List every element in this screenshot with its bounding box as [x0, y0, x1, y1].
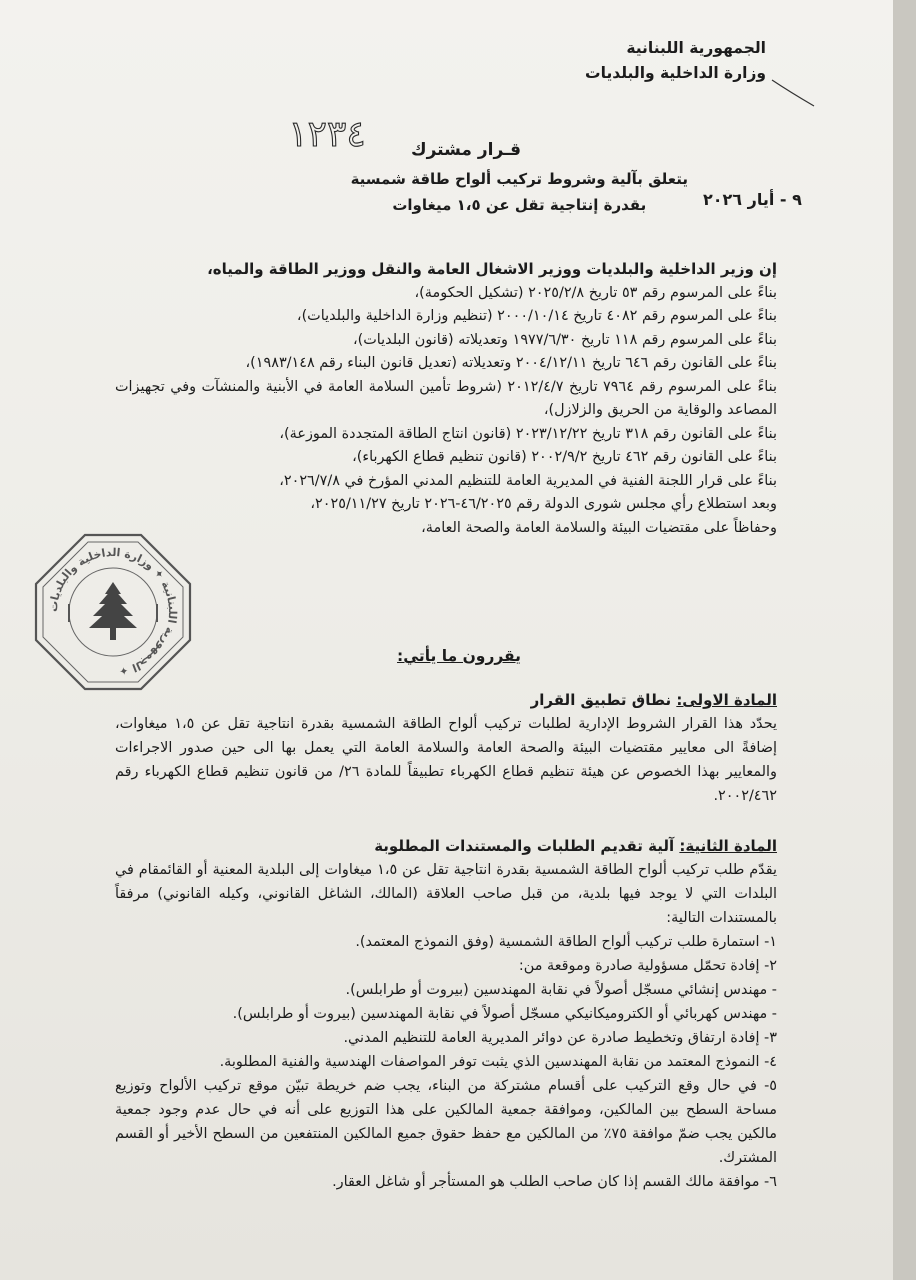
ministry-name: وزارة الداخلية والبلديات	[585, 64, 766, 82]
subject-line: يتعلق بآلية وشروط تركيب ألواح طاقة شمسية	[350, 170, 688, 188]
document-item: ٢- إفادة تحمّل مسؤولية صادرة وموقعة من:	[518, 958, 777, 974]
document-item: ٣- إفادة ارتفاق وتخطيط صادرة عن دوائر المديرية العامة للتنظيم المدني.	[343, 1030, 777, 1046]
preamble-lead: إن وزير الداخلية والبلديات ووزير الاشغال العامة والنقل ووزير الطاقة والمياه،	[207, 260, 777, 278]
cedar-icon	[89, 582, 137, 640]
decision-subject	[351, 166, 688, 218]
preamble-line: بناءً على القانون رقم ٣١٨ تاريخ ٢٠٢٣/١٢/٢٢ (قانون انتاج الطاقة المتجددة الموزعة)،	[279, 425, 777, 442]
article-1-text: يحدّد هذا القرار الشروط الإدارية لطلبات تركيب ألواح الطاقة الشمسية بقدرة انتاجية تقل عن ١،٥ ميغاوات، إضافةً الى معايير مقتضيات البيئة والصحة العامة والسلامة العامة التي يعمل بها الى حين صدور الاجراءات والمعايير بهذا الخصوص عن هيئة تنظيم قطاع الكهرباء تطبيقاً للمادة ٢٦/ من قانون تنظيم قطاع الكهرباء رقم ٢٠٠٢/٤٦٢.	[115, 716, 777, 804]
article-1-title: نطاق تطبيق القرار	[530, 691, 672, 709]
page-edge	[893, 0, 916, 1280]
handwritten-decision-number	[262, 112, 392, 158]
preamble-line: بناءً على القانون رقم ٤٦٢ تاريخ ٢٠٠٢/٩/٢ (قانون تنظيم قطاع الكهرباء)،	[352, 449, 777, 465]
ministry-stamp	[33, 532, 193, 692]
handwritten-number-text: ١٢٣٤	[288, 114, 366, 155]
preamble	[115, 258, 777, 540]
preamble-line: بناءً على المرسوم رقم ١١٨ تاريخ ١٩٧٧/٦/٣٠ وتعديلاته (قانون البلديات)،	[352, 331, 777, 348]
article-2-label: المادة الثانية:	[679, 837, 777, 855]
preamble-line: بناءً على المرسوم رقم ٧٩٦٤ تاريخ ٢٠١٢/٤/٧ (شروط تأمين السلامة العامة في الأبنية والمنشآت وفي تجهيزات المصاعد والوقاية من الحريق والزلازل)،	[115, 378, 777, 418]
article-1-label: المادة الاولى:	[676, 691, 777, 709]
document-item: ١- استمارة طلب تركيب ألواح الطاقة الشمسية (وفق النموذج المعتمد).	[355, 934, 777, 950]
article-2-heading	[115, 834, 777, 858]
decide-heading: يقررون ما يأتي:	[397, 647, 521, 665]
preamble-line: وبعد استطلاع رأي مجلس شورى الدولة رقم ٤٦/٢٠٢٥-٢٠٢٦ تاريخ ٢٠٢٥/١١/٢٧،	[310, 496, 777, 512]
article-1-heading	[115, 688, 777, 712]
article-2	[115, 834, 777, 1194]
pen-stroke-mark	[770, 72, 820, 112]
preamble-line: بناءً على المرسوم رقم ٤٠٨٢ تاريخ ٢٠٠٠/١٠/١٤ (تنظيم وزارة الداخلية والبلديات)،	[296, 308, 777, 324]
stamp-text: الجمهورية اللبنانية ✦ وزارة الداخلية والبلديات ✦	[46, 545, 180, 678]
decision-title: قـرار مشترك	[411, 140, 521, 160]
document-item: ٤- النموذج المعتمد من نقابة المهندسين الذي يثبت توفر المواصفات الهندسية والفنية المطلوبة.	[219, 1054, 777, 1070]
preamble-line: بناءً على القانون رقم ٦٤٦ تاريخ ٢٠٠٤/١٢/١١ وتعديلاته (تعديل قانون البناء رقم ١٩٨٣/١٤٨)،	[245, 355, 777, 371]
preamble-line: بناءً على المرسوم رقم ٥٣ تاريخ ٢٠٢٥/٢/٨ (تشكيل الحكومة)،	[414, 284, 777, 301]
article-2-intro: يقدّم طلب تركيب ألواح الطاقة الشمسية بقدرة انتاجية تقل عن ١،٥ ميغاوات إلى البلدية المعنية أو القائمقام في البلدات التي لا يوجد فيها بلدية، من قبل صاحب العلاقة (المالك، الشاغل القانوني، وكيله القانوني) مرفقاً بالمستندات التالية:	[115, 862, 777, 926]
decision-date: ٩ - أيار ٢٠٢٦	[703, 190, 802, 209]
document-item: ٦- موافقة مالك القسم إذا كان صاحب الطلب هو المستأجر أو شاغل العقار.	[332, 1174, 777, 1190]
letterhead	[585, 36, 766, 86]
document-item: - مهندس إنشائي مسجّل أصولاً في نقابة المهندسين (بيروت أو طرابلس).	[345, 982, 777, 998]
preamble-line: بناءً على قرار اللجنة الفنية في المديرية العامة للتنظيم المدني المؤرخ في ٢٠٢٦/٧/٨،	[279, 472, 777, 489]
country-name: الجمهورية اللبنانية	[626, 39, 766, 57]
subject-line: بقدرة إنتاجية تقل عن ١،٥ ميغاوات	[392, 196, 647, 214]
document-item: ٥- في حال وقع التركيب على أقسام مشتركة من البناء، يجب ضم خريطة تبيّن موقع تركيب الألواح وتوزيع مساحة السطح بين المالكين، وموافقة جمعية المالكين على هذا التوزيع على أنه في حال عدم وجود جمعية مالكين يجب ضمّ موافقة ٧٥٪ من المالكين مع حفظ حقوق جميع المالكين المنتفعين من السطح الأخير أو القسم المشترك.	[115, 1078, 778, 1166]
preamble-line: وحفاظاً على مقتضيات البيئة والسلامة العامة والصحة العامة،	[421, 519, 777, 536]
document-item: - مهندس كهربائي أو الكتروميكانيكي مسجّل أصولاً في نقابة المهندسين (بيروت أو طرابلس).	[232, 1006, 777, 1022]
article-2-title: آلية تقديم الطلبات والمستندات المطلوبة	[374, 837, 675, 855]
article-1	[115, 688, 777, 808]
